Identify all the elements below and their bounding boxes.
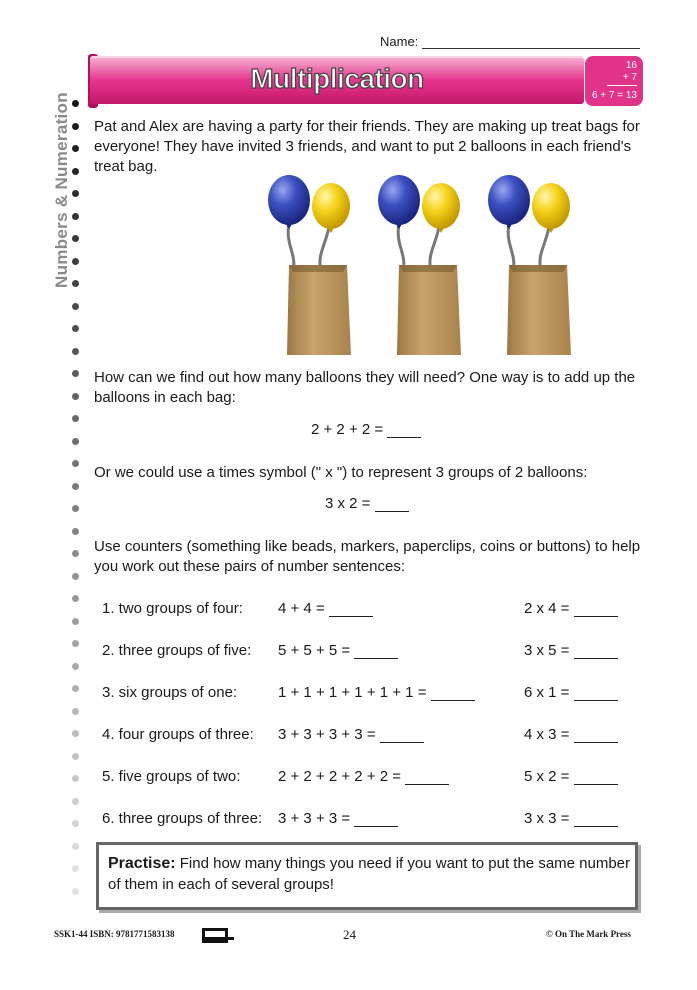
answer-blank[interactable]	[375, 497, 409, 512]
binder-dot	[72, 753, 79, 760]
times-sentence	[325, 495, 409, 512]
binder-dot	[72, 280, 79, 287]
binder-dot	[72, 370, 79, 377]
math-example-badge	[585, 56, 643, 106]
binder-dot	[72, 123, 79, 130]
math-line-2: + 7	[622, 72, 637, 83]
binder-dot	[72, 393, 79, 400]
multiplication-problem: 4 x 3 =	[524, 726, 618, 743]
answer-blank[interactable]	[329, 602, 373, 617]
addition-question: How can we find out how many balloons they will need? One way is to add up the balloons in each bag:	[94, 369, 636, 406]
publisher-logo-icon	[200, 925, 236, 945]
exercise-row	[0, 684, 697, 704]
answer-blank[interactable]	[380, 728, 424, 743]
binder-dot	[72, 550, 79, 557]
binder-dot	[72, 865, 79, 872]
binder-dot	[72, 573, 79, 580]
multiplication-problem: 6 x 1 =	[524, 684, 618, 701]
binder-dot	[72, 348, 79, 355]
exercise-label: 2. three groups of five:	[102, 642, 252, 659]
binder-dot	[72, 325, 79, 332]
addition-problem: 5 + 5 + 5 =	[278, 642, 398, 659]
math-line-1: 16	[625, 60, 637, 71]
answer-blank[interactable]	[405, 770, 449, 785]
blue-balloon	[488, 175, 530, 225]
addition-sentence	[311, 421, 421, 438]
answer-blank[interactable]	[574, 812, 618, 827]
practise-box	[96, 842, 638, 910]
math-line-3: 6 + 7 = 13	[591, 90, 637, 101]
balloon-bags-illustration	[255, 172, 585, 362]
name-label: Name:	[380, 34, 419, 49]
multiplication-problem: 5 x 2 =	[524, 768, 618, 785]
binder-dot	[72, 145, 79, 152]
multiplication-problem: 3 x 3 =	[524, 810, 618, 827]
paper-bag	[397, 265, 461, 355]
practise-text: Find how many things you need if you want to put the same number of them in each of several groups!	[108, 855, 631, 893]
times-question: Or we could use a times symbol (" x ") to represent 3 groups of 2 balloons:	[94, 464, 588, 481]
binder-dot	[72, 528, 79, 535]
binder-dot	[72, 168, 79, 175]
binder-dot	[72, 213, 79, 220]
times-sentence-text: 3 x 2 =	[325, 495, 371, 512]
name-field	[380, 34, 640, 49]
binder-dot	[72, 190, 79, 197]
exercise-label: 4. four groups of three:	[102, 726, 254, 743]
publisher-credit: © On The Mark Press	[546, 929, 631, 939]
answer-blank[interactable]	[574, 602, 618, 617]
binder-dot	[72, 235, 79, 242]
binder-dot	[72, 798, 79, 805]
exercise-row	[0, 642, 697, 662]
addition-problem: 2 + 2 + 2 + 2 + 2 =	[278, 768, 449, 785]
page-title: Multiplication	[250, 63, 424, 94]
yellow-balloon	[422, 183, 460, 229]
binder-dot	[72, 505, 79, 512]
answer-blank[interactable]	[574, 644, 618, 659]
answer-blank[interactable]	[387, 423, 421, 438]
blue-balloon	[378, 175, 420, 225]
binder-dot	[72, 888, 79, 895]
exercise-row	[0, 726, 697, 746]
exercise-row	[0, 768, 697, 788]
answer-blank[interactable]	[354, 812, 398, 827]
yellow-balloon	[312, 183, 350, 229]
intro-paragraph: Pat and Alex are having a party for their friends. They are making up treat bags for everyone! They have invited 3 friends, and want to put 2 balloons in each friend's treat bag.	[94, 118, 640, 175]
math-divider	[607, 85, 637, 86]
binder-dot	[72, 438, 79, 445]
binder-dot	[72, 663, 79, 670]
side-label	[52, 70, 72, 310]
binder-dot	[72, 415, 79, 422]
multiplication-problem: 3 x 5 =	[524, 642, 618, 659]
multiplication-problem: 2 x 4 =	[524, 600, 618, 617]
treat-bag-group-1	[268, 175, 351, 355]
treat-bag-group-2	[378, 175, 461, 355]
answer-blank[interactable]	[354, 644, 398, 659]
treat-bag-group-3	[488, 175, 571, 355]
paper-bag	[287, 265, 351, 355]
title-banner	[90, 56, 584, 104]
binder-dot	[72, 460, 79, 467]
exercise-label: 3. six groups of one:	[102, 684, 238, 701]
exercise-row	[0, 810, 697, 830]
addition-problem: 3 + 3 + 3 + 3 =	[278, 726, 424, 743]
binder-dot	[72, 303, 79, 310]
side-label-text: Numbers & Numeration	[52, 92, 71, 288]
answer-blank[interactable]	[431, 686, 475, 701]
exercise-label: 5. five groups of two:	[102, 768, 241, 785]
answer-blank[interactable]	[574, 728, 618, 743]
answer-blank[interactable]	[574, 770, 618, 785]
paper-bag	[507, 265, 571, 355]
exercise-label: 1. two groups of four:	[102, 600, 243, 617]
binder-dot	[72, 483, 79, 490]
addition-problem: 1 + 1 + 1 + 1 + 1 + 1 =	[278, 684, 475, 701]
binder-dot	[72, 708, 79, 715]
binder-dot	[72, 100, 79, 107]
addition-problem: 4 + 4 =	[278, 600, 373, 617]
answer-blank[interactable]	[574, 686, 618, 701]
name-line	[422, 36, 640, 49]
addition-sentence-text: 2 + 2 + 2 =	[311, 421, 384, 438]
counters-instruction: Use counters (something like beads, markers, paperclips, coins or buttons) to help you work out these pairs of number sentences:	[94, 538, 641, 575]
yellow-balloon	[532, 183, 570, 229]
exercise-label: 6. three groups of three:	[102, 810, 263, 827]
practise-text-block	[108, 853, 635, 895]
practise-label: Practise:	[108, 855, 176, 872]
footer-code: SSK1-44 ISBN: 9781771583138	[54, 929, 175, 939]
addition-problem: 3 + 3 + 3 =	[278, 810, 398, 827]
binder-dot	[72, 843, 79, 850]
page-number: 24	[343, 927, 356, 942]
exercise-row	[0, 600, 697, 620]
binder-dot	[72, 258, 79, 265]
blue-balloon	[268, 175, 310, 225]
